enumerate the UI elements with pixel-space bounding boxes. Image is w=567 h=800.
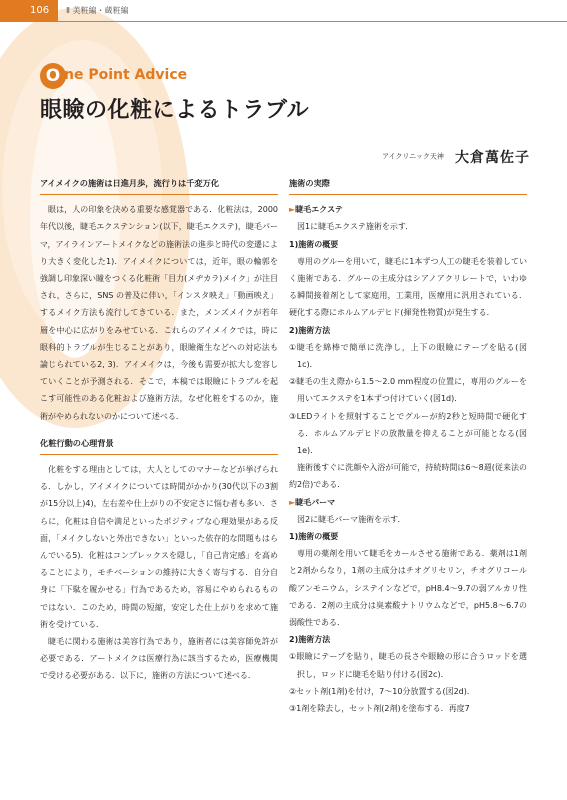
author-name: 大倉萬佐子 bbox=[455, 149, 530, 166]
list-item: ①睫毛を綿棒で簡単に洗浄し，上下の眼瞼にテープを貼る(図1c)． bbox=[289, 342, 527, 370]
left-column bbox=[40, 175, 278, 685]
item-heading: 1)施術の概要 bbox=[289, 532, 339, 542]
list-item: ③1剤を除去し，セット剤(2剤)を塗布する．再度7 bbox=[289, 704, 470, 714]
badge-circle-letter: O bbox=[40, 63, 66, 89]
header-rule bbox=[58, 21, 567, 22]
paragraph: 化粧をする理由としては，大人としてのマナーなどが挙げられる．しかし，アイメイクについては時間がかかり(30代以下の3割が15分以上)4)，左右差や仕上がりの不安定さに悩む者も多い．さらに，化粧は自信や満足といったポジティブな心理効果がある反面，「メイクしないと外出できない」といった依存的な問題もはらんでいる5)．化粧はコンプレックスを隠し，「自己肯定感」を高めることにより，モチベーションの維持に大きく寄与する．自分自身に「下駄を履かせる」行為であるため，容易にやめられるものではない．このため，時間の短縮，安定した仕上がりを求めて施術を受けている． bbox=[40, 465, 278, 629]
paragraph: 眼は，人の印象を決める重要な感覚器である．化粧法は，2000 年代以後，睫毛エクステンション(以下，睫毛エクステ)，睫毛パーマ，アイラインアートメイクなどの施術法の進歩と時代の変遷により大きく変化した1)．アイメイクについては，近年，眼の輪郭を強調し印象深い瞳をつくる化粧術「目力(メヂカラ)メイク」が注目され，さらに，SNS の普及に伴い，「インスタ映え」「動画映え」するメイク方法も流行してきている．また，メンズメイクが若年層を中心に広がりをみせている．これらのアイメイクでは，時に眼科的トラブルが生じることがあり，眼瞼衛生などへの対応法も論じられている2, 3)．アイメイクは，今後も需要が拡大し変容していくことが予測される．そこで，本稿では眼瞼にトラブルを起こす可能性のある化粧および施術方法，なぜ化粧をするのか，施術がやめられないのかについて述べる． bbox=[40, 205, 278, 421]
subsection-heading: ►睫毛エクステ bbox=[289, 205, 343, 215]
list-item: ②セット剤(1剤)を付け，7～10分放置する(図2d)． bbox=[289, 686, 475, 696]
list-item: ③LEDライトを照射することでグルーが約2秒と短時間で硬化する．ホルムアルデヒドの放散量を抑えることが可能となる(図1e)． bbox=[289, 411, 527, 456]
triangle-icon: ► bbox=[289, 205, 296, 215]
right-column bbox=[289, 175, 527, 717]
author-affiliation: アイクリニック天神 bbox=[382, 152, 444, 161]
list-item: ②睫毛の生え際から1.5～2.0 mm程度の位置に，専用のグルーを用いてエクステを1本ずつ付けていく(図1d)． bbox=[289, 377, 527, 404]
page-header bbox=[0, 0, 567, 24]
article-title: 眼瞼の化粧によるトラブル bbox=[40, 98, 310, 123]
figure-reference: 図1に睫毛エクステ施術を示す． bbox=[297, 222, 414, 232]
triangle-icon: ► bbox=[289, 497, 296, 507]
section-label: Ⅱ 美粧編・蔵粧編 bbox=[66, 6, 129, 15]
item-heading: 1)施術の概要 bbox=[289, 239, 339, 249]
badge-text: ne Point Advice bbox=[64, 67, 188, 83]
paragraph: 専用の薬剤を用いて睫毛をカールさせる施術である．薬剤は1剤と2剤からなり，1剤の主成分はチオグリセリン，チオグリコール酸アンモニウム，システインなどで，pH8.4～9.7の弱アルカリ性である．2剤の主成分は臭素酸ナトリウムなどで，pH5.8～6.7の弱酸性である． bbox=[289, 549, 527, 628]
list-item: ①眼瞼にテープを貼り，睫毛の長さや眼瞼の形に合うロッドを選択し，ロッドに睫毛を貼り付ける(図2c)． bbox=[289, 652, 527, 679]
paragraph: 睫毛に関わる施術は美容行為であり，施術者には美容師免許が必要である．アートメイクは医療行為に該当するため，医療機関で受ける必要がある．以下に，施術の方法について述べる． bbox=[40, 637, 278, 681]
author-block bbox=[300, 146, 530, 167]
page-number: 106 bbox=[0, 0, 58, 22]
paragraph: 専用のグルーを用いて，睫毛に1本ずつ人工の睫毛を装着していく施術である．グルーの主成分はシアノアクリレートで，いわゆる瞬間接着剤として家庭用，工業用，医療用に汎用されている．硬化する際にホルムアルデヒド(揮発性物質)が発生する． bbox=[289, 256, 527, 318]
paragraph: 施術後すぐに洗顔や入浴が可能で，持続時間は6～8週(従来法の約2倍)である． bbox=[289, 463, 527, 490]
figure-reference: 図2に睫毛パーマ施術を示す． bbox=[297, 514, 406, 524]
item-heading: 2)施術方法 bbox=[289, 325, 331, 335]
subsection-heading: ►睫毛パーマ bbox=[289, 497, 336, 507]
section-heading: 化粧行動の心理背景 bbox=[40, 435, 278, 455]
section-heading: アイメイクの施術は日進月歩，流行りは千変万化 bbox=[40, 175, 278, 195]
item-heading: 2)施術方法 bbox=[289, 635, 331, 645]
section-heading: 施術の実際 bbox=[289, 175, 527, 195]
